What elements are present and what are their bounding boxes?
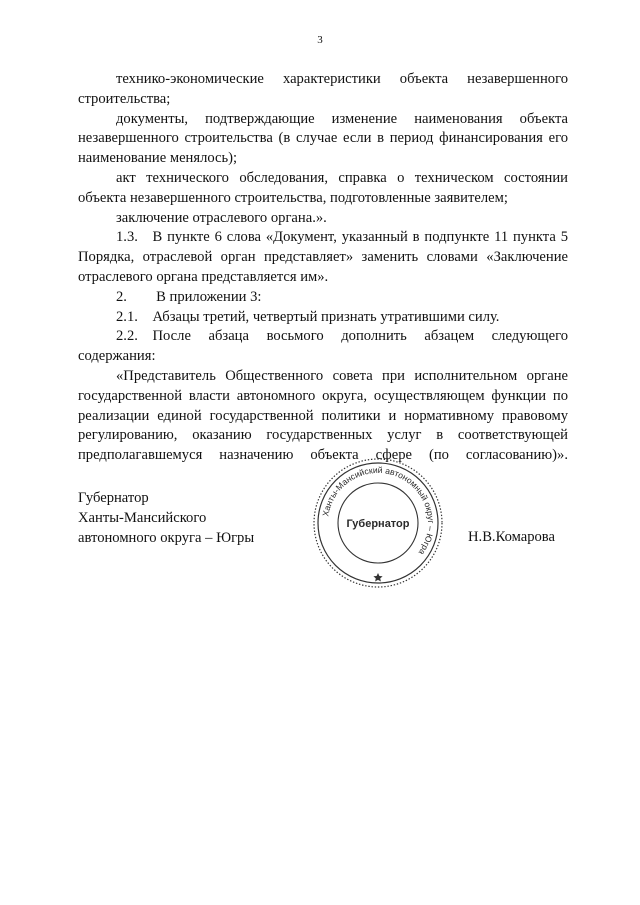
signature-title — [78, 489, 254, 548]
signature-title-line-1: Губернатор — [78, 490, 149, 506]
signature-title-line-3: автономного округа – Югры — [78, 529, 255, 546]
paragraph-sector-conclusion: заключение отраслевого органа.». — [116, 209, 327, 226]
document-body — [78, 70, 568, 466]
paragraph-item-1-3: 1.3. В пункте 6 слова «Документ, указанный в подпункте 11 пункта 5 Порядка, отраслевой орган представляет» заменить словами «Заключение отраслевого органа представляется им». — [78, 229, 568, 285]
paragraph-item-2-2: 2.2. После абзаца восьмого дополнить абзацем следующего содержания: — [78, 328, 568, 365]
paragraph-inspection-act: акт технического обследования, справка о техническом состоянии объекта незавершенного строительства, подготовленные заявителем; — [78, 169, 568, 206]
seal-graphic — [310, 455, 446, 591]
seal-center-text: Губернатор — [346, 518, 410, 530]
page-number: 3 — [317, 34, 323, 46]
paragraph-name-change-documents: документы, подтверждающие изменение наименования объекта незавершенного строительства (в случае если в период финансирования его наименование менялось); — [78, 110, 568, 167]
official-seal — [310, 455, 446, 591]
paragraph-item-2-1: 2.1. Абзацы третий, четвертый признать утратившими силу. — [116, 308, 500, 325]
paragraph-quoted-addition: «Представитель Общественного совета при исполнительном органе государственной власти автономного округа, осуществляющем функции по реализации единой государственной политики и нормативному правовому регулированию, оказанию государственных услуг в соответствующей предполагавшемуся назначению объекта сфере (по согласованию)». — [78, 367, 568, 464]
paragraph-item-2: 2. В приложении 3: — [116, 288, 262, 305]
signature-title-line-2: Ханты-Мансийского — [78, 509, 207, 526]
seal-ring-text-path: Ханты-Мансийский автономный округ – Югра — [320, 464, 437, 557]
signatory-name: Н.В.Комарова — [468, 529, 555, 545]
paragraph-technical-characteristics: технико-экономические характеристики объекта незавершенного строительства; — [78, 71, 568, 107]
seal-star-icon — [373, 573, 382, 582]
